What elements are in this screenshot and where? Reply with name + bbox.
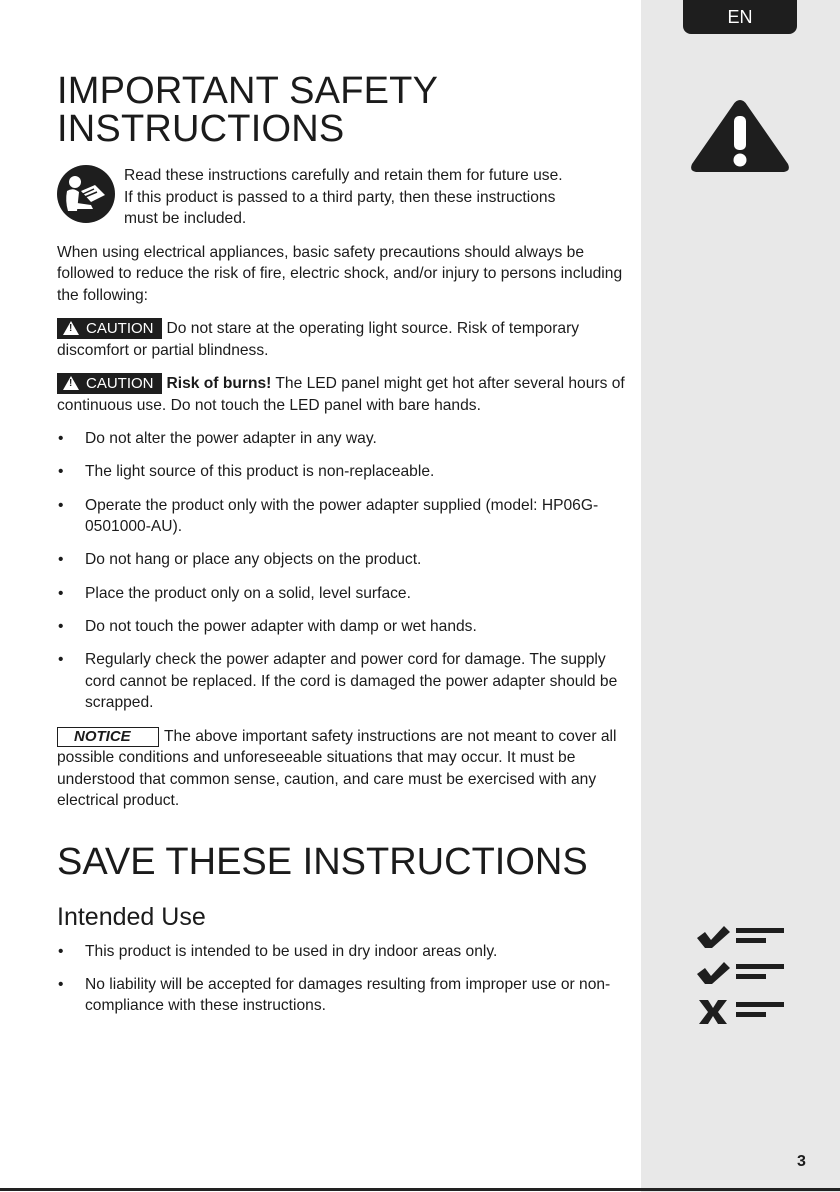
checklist-icon [694, 926, 786, 1026]
language-tab[interactable]: EN [683, 0, 797, 34]
safety-bullet-list [57, 428, 627, 714]
list-item: • No liability will be accepted for damages resulting from improper use or non-compliance with these instructions. [57, 974, 627, 1017]
caution-badge [57, 318, 162, 339]
notice-paragraph [57, 726, 627, 812]
caution-text: The LED panel might get hot after several hours of continuous use. Do not touch the LED panel with bare hands. [57, 375, 625, 414]
read-notice-line: If this product is passed to a third party, then these instructions [124, 188, 556, 206]
intro-paragraph: When using electrical appliances, basic safety precautions should always be followed to reduce the risk of fire, electric shock, and/or injury to persons including the following: [57, 243, 623, 304]
list-item: • Operate the product only with the power adapter supplied (model: HP06G-0501000-AU). [57, 495, 627, 538]
read-instructions-block [57, 165, 627, 230]
caution-badge [57, 373, 162, 394]
notice-text: The above important safety instructions are not meant to cover all possible conditions and unforeseeable situations that may occur. It must be understood that common sense, caution, and care must be exercised with any electrical product. [57, 727, 617, 810]
burns-warning: Risk of burns! [166, 375, 272, 392]
caution-paragraph-light [57, 318, 627, 361]
page-title [57, 72, 627, 148]
title-line-2: INSTRUCTIONS [57, 108, 345, 150]
intended-use-list [57, 941, 627, 1017]
intended-use-heading: Intended Use [57, 902, 206, 931]
list-item: • This product is intended to be used in dry indoor areas only. [57, 941, 627, 963]
save-instructions-title: SAVE THESE INSTRUCTIONS [57, 840, 588, 883]
caution-triangle-icon [63, 376, 79, 390]
caution-label: CAUTION [86, 375, 154, 392]
bottom-divider [0, 1188, 840, 1191]
read-instructions-text [124, 165, 563, 230]
list-item: • Do not alter the power adapter in any way. [57, 428, 627, 450]
warning-triangle-icon [688, 96, 792, 174]
list-item: • The light source of this product is non-replaceable. [57, 461, 627, 483]
list-item: • Place the product only on a solid, level surface. [57, 583, 627, 605]
title-line-1: IMPORTANT SAFETY [57, 70, 439, 112]
caution-label: CAUTION [86, 320, 154, 337]
list-item: • Regularly check the power adapter and power cord for damage. The supply cord cannot be replaced. If the cord is damaged the power adapter should be scrapped. [57, 649, 627, 714]
caution-triangle-icon [63, 321, 79, 335]
notice-badge: NOTICE [57, 727, 159, 747]
read-manual-icon [57, 165, 115, 223]
list-item: • Do not hang or place any objects on the product. [57, 549, 627, 571]
page-number: 3 [797, 1153, 806, 1170]
caution-text: Do not stare at the operating light source. Risk of temporary discomfort or partial blindness. [57, 320, 580, 359]
read-notice-line: Read these instructions carefully and retain them for future use. [124, 167, 563, 184]
caution-paragraph-burns [57, 373, 627, 416]
list-item: • Do not touch the power adapter with damp or wet hands. [57, 616, 627, 638]
main-content [57, 72, 627, 1029]
read-notice-line: must be included. [124, 210, 247, 227]
